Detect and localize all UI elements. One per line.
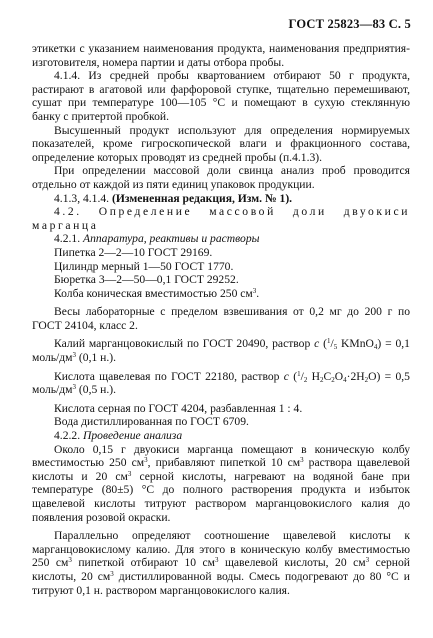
oxalic-h2o: ·2H: [346, 369, 365, 383]
item-cylinder: Цилиндр мерный 1—50 ГОСТ 1770.: [54, 259, 234, 273]
kmno4-text: Калий марганцовокислый по ГОСТ 20490, раствор: [54, 337, 311, 351]
parallel-text-5: дистиллированной воды. Смесь подогревают до 80 °С и титруют 0,1 н. раствором марганцовокислого калия.: [32, 569, 410, 597]
analysis-text-4: серной кислоты, нагревают на водяной бане при температуре (80±5) °С до полного растворения продукта и избыток щавелевой кислоты титруют раствором марганцовокислого калия до появления розовой окраски.: [32, 469, 410, 524]
oxalic-c: c: [283, 369, 289, 383]
item-distilled-water: Вода дистиллированная по ГОСТ 6709.: [54, 415, 249, 429]
paragraph-label-continuation: этикетки с указанием наименования продукта, наименования предприятия-изготовителя, номера партии и даты отбора пробы.: [32, 42, 410, 69]
kmno4-formula-sub: 4: [373, 343, 378, 352]
kmno4-conc: ) = 0,1 моль/дм: [32, 337, 410, 365]
kmno4-frac-num: 1: [326, 337, 331, 346]
kmno4-end: (0,1 н.).: [76, 351, 117, 365]
kmno4-paren: (: [319, 337, 327, 351]
parallel-sup-4: 3: [110, 569, 114, 578]
oxalic-sub4: 2: [364, 375, 369, 384]
amendment-refs: 4.1.3, 4.1.4.: [54, 191, 110, 205]
paragraph-analysis-procedure: [32, 443, 410, 525]
section-4-2-1-heading: [32, 232, 410, 246]
section-number: 4.2.2.: [54, 429, 81, 443]
parallel-text-1: Параллельно определяют соотношение щавелевой кислоты к марганцовокислому калию. Для этого в коническую колбу вместимостью 250 см: [32, 529, 410, 570]
item-burette: Бюретка 3—2—50—0,1 ГОСТ 29252.: [54, 273, 239, 287]
page-body: [32, 42, 410, 597]
item-pipette: Пипетка 2—2—10 ГОСТ 29169.: [54, 245, 213, 259]
paragraph-4-1-4: 4.1.4. Из средней пробы квартованием отбирают 50 г продукта, растирают в агатовой или фарфоровой ступке, тщательно перемешивают, сушат при температуре 100—105 °С и помещают в сухую стеклянную банку с притертой пробкой.: [32, 69, 410, 123]
analysis-sup-1: 3: [144, 456, 148, 465]
oxalic-sub2: 2: [331, 375, 335, 384]
oxalic-unit-sup: 3: [72, 383, 77, 392]
parallel-sup-1: 3: [68, 556, 72, 565]
paragraph-amendment: [32, 192, 410, 206]
oxalic-frac-den: 2: [303, 375, 308, 384]
paragraph-parallel-determination: [32, 529, 410, 597]
section-4-2-heading: 4.2. Определение массовой доли двуокиси марганца: [32, 205, 410, 232]
item-flask: [32, 287, 410, 301]
oxalic-h: H: [307, 369, 320, 383]
analysis-sup-2: 3: [300, 456, 304, 465]
item-oxalic-acid: [32, 370, 410, 397]
paragraph-lead-determination: При определении массовой доли свинца анализ проб проводится отдельно от каждой из пяти единиц упаковок продукции.: [32, 164, 410, 191]
oxalic-sub3: 4: [343, 375, 347, 384]
section-number: 4.2.1.: [54, 232, 81, 246]
kmno4-frac-den: 5: [333, 343, 338, 352]
section-title: Аппаратура, реактивы и растворы: [83, 232, 260, 246]
parallel-text-2: пипеткой отбирают 10 см: [71, 556, 215, 570]
oxalic-conc: O) = 0,5 моль/дм: [32, 369, 410, 397]
analysis-text-2: , прибавляют пипеткой 10 см: [147, 456, 301, 470]
oxalic-frac-slash: /: [300, 369, 304, 383]
oxalic-c2: C: [323, 369, 332, 383]
parallel-sup-3: 3: [365, 556, 370, 565]
kmno4-formula: KMnO: [337, 337, 374, 351]
analysis-sup-3: 3: [127, 469, 132, 478]
oxalic-o: O: [334, 369, 344, 383]
flask-text: Колба коническая вместимостью 250 см: [54, 286, 253, 300]
analysis-text-1: Около 0,15 г двуокиси марганца помещают в коническую колбу вместимостью 250 см: [32, 442, 410, 470]
parallel-text-3: щавелевой кислоты, 20 см: [218, 556, 366, 570]
parallel-sup-2: 3: [215, 556, 219, 565]
paragraph-dried-product: Высушенный продукт используют для определения нормируемых показателей, кроме гигроскопической влаги и фракционного состава, определение которых проводят из средней пробы (п.4.1.3).: [32, 123, 410, 164]
parallel-text-4: серной кислоты, 20 см: [32, 556, 410, 583]
kmno4-c: c: [314, 337, 320, 351]
flask-sup: 3: [252, 286, 257, 295]
analysis-text-3: раствора щавелевой кислоты и 20 см: [32, 456, 410, 483]
section-title: Проведение анализа: [83, 429, 183, 443]
running-header: ГОСТ 25823—83 С. 5: [288, 17, 411, 31]
item-kmno4: [32, 337, 410, 364]
kmno4-frac-slash: /: [330, 337, 334, 351]
amendment-note: (Измененная редакция, Изм. № 1).: [111, 191, 293, 205]
item-scales: Весы лабораторные с пределом взвешивания от 0,2 мг до 200 г по ГОСТ 24104, класс 2.: [32, 305, 410, 332]
kmno4-unit-sup: 3: [72, 351, 77, 360]
item-sulfuric-acid: Кислота серная по ГОСТ 4204, разбавленная 1 : 4.: [54, 401, 303, 415]
oxalic-paren: (: [288, 369, 298, 383]
flask-end: .: [256, 286, 260, 300]
section-4-2-2-heading: [32, 429, 410, 443]
oxalic-end: (0,5 н.).: [76, 383, 117, 397]
oxalic-sub1: 2: [319, 375, 324, 384]
oxalic-frac-num: 1: [297, 369, 301, 378]
oxalic-text: Кислота щавелевая по ГОСТ 22180, раствор: [54, 369, 280, 383]
